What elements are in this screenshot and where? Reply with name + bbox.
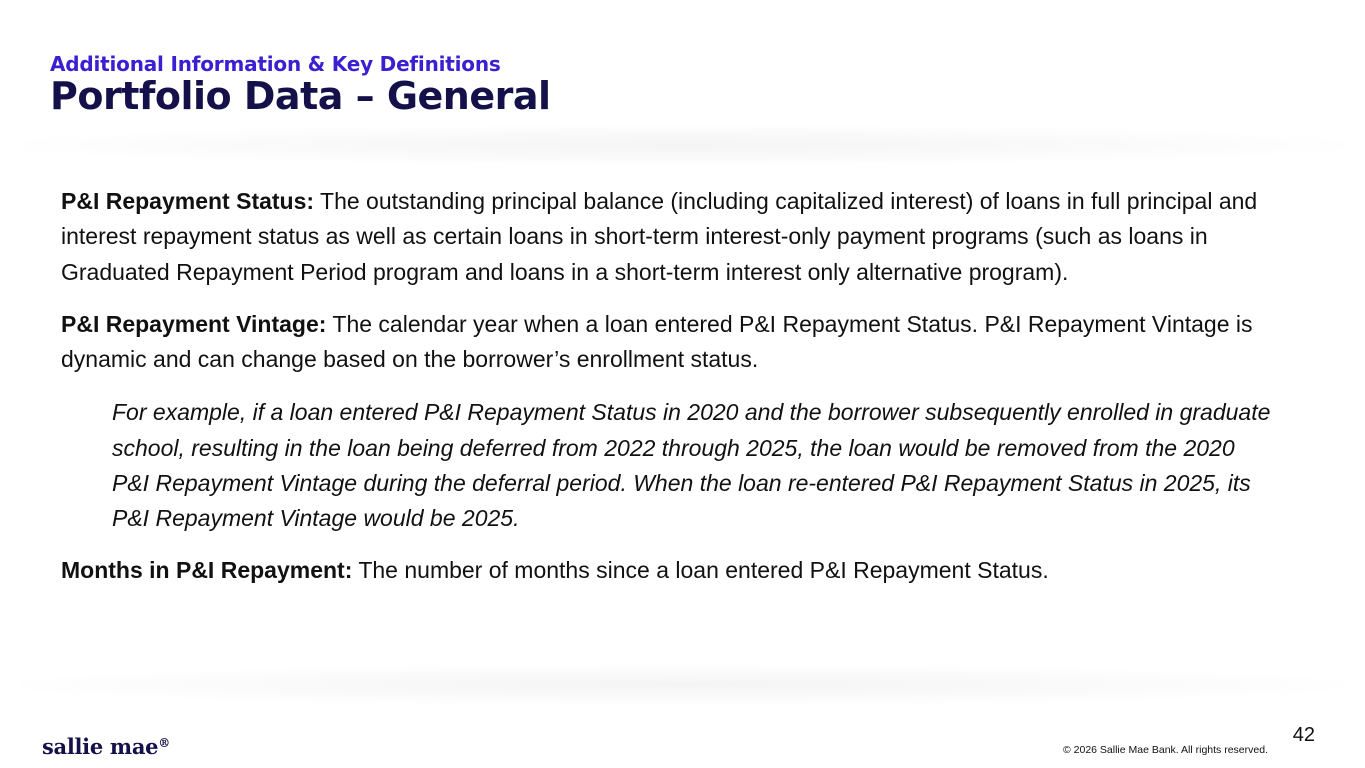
definition-pi-repayment-vintage bbox=[61, 307, 1291, 378]
slide-subtitle: Additional Information & Key Definitions bbox=[50, 52, 501, 76]
slide-title: Portfolio Data – General bbox=[50, 74, 551, 118]
definition-pi-repayment-status bbox=[61, 184, 1291, 290]
top-divider-shadow bbox=[20, 125, 1345, 165]
page-number: 42 bbox=[1292, 724, 1315, 746]
definition-term: P&I Repayment Vintage: bbox=[61, 310, 327, 337]
definition-text: The calendar year when a loan entered P&I Repayment Status. P&I Repayment Vintage is dynamic and can change based on the borrower’s enrollment status. bbox=[61, 310, 1253, 373]
definition-text: The outstanding principal balance (including capitalized interest) of loans in full principal and interest repayment status as well as certain loans in short-term interest-only payment programs (such as loans in Graduated Repayment Period program and loans in a short-term interest only alternative program). bbox=[61, 188, 1258, 285]
definitions-body bbox=[61, 184, 1291, 588]
logo-wordmark: sallie mae bbox=[42, 734, 159, 759]
vintage-example: For example, if a loan entered P&I Repayment Status in 2020 and the borrower subsequently enrolled in graduate school, resulting in the loan being deferred from 2022 through 2025, the loan would be removed from the 2020 P&I Repayment Vintage during the deferral period. When the loan re-entered P&I Repayment Status in 2025, its P&I Repayment Vintage would be 2025. bbox=[112, 399, 1271, 532]
bottom-divider-shadow bbox=[20, 665, 1345, 705]
definition-months-in-pi-repayment bbox=[61, 553, 1291, 588]
sallie-mae-logo bbox=[42, 734, 170, 759]
definition-text: The number of months since a loan entered P&I Repayment Status. bbox=[352, 556, 1049, 583]
copyright-notice: © 2026 Sallie Mae Bank. All rights reserved. bbox=[1062, 744, 1268, 756]
definition-term: Months in P&I Repayment: bbox=[61, 556, 353, 583]
definition-term: P&I Repayment Status: bbox=[61, 188, 315, 214]
logo-registered-mark: ® bbox=[158, 736, 170, 750]
